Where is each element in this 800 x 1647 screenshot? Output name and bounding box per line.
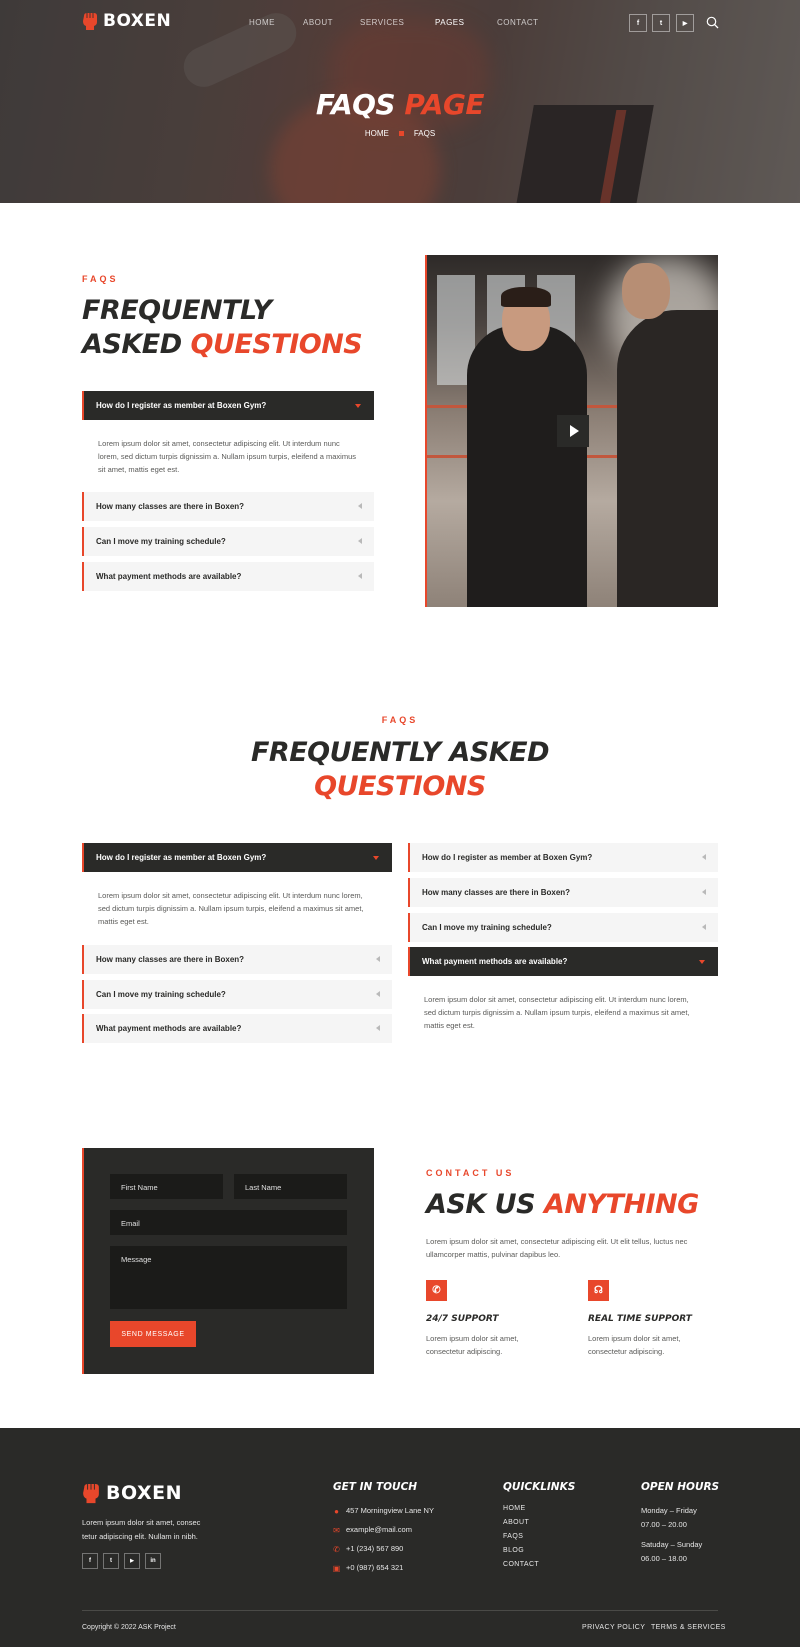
contact-intro: Lorem ipsum dolor sit amet, consectetur adipiscing elit. Ut elit tellus, luctus nec ullamcorper mattis, pulvinar dapibus leo. <box>426 1237 688 1259</box>
nav-pages[interactable]: PAGES <box>435 18 465 27</box>
faq-question-text: How do I register as member at Boxen Gym? <box>422 853 593 862</box>
faq-question-payment[interactable] <box>82 562 374 591</box>
footer-divider <box>82 1610 718 1611</box>
hours-time: 06.00 – 18.00 <box>641 1554 687 1563</box>
faq-answer: Lorem ipsum dolor sit amet, consectetur adipiscing elit. Ut interdum nunc lorem, sed dictum turpis dignissim a. Nullam ipsum turpis, eleifend a maximus sit amet, mattis eget est. <box>98 891 364 926</box>
message-field[interactable]: Message <box>110 1246 347 1309</box>
faq-title-accent: QUESTIONS <box>314 771 486 802</box>
hours-days: Satuday – Sunday <box>641 1540 703 1549</box>
faq-eyebrow: FAQS <box>381 715 419 725</box>
footer-link-faqs[interactable]: FAQS <box>503 1533 524 1540</box>
nav-about[interactable]: ABOUT <box>303 18 334 27</box>
footer-link-blog[interactable]: BLOG <box>503 1547 525 1554</box>
faq-question-register[interactable] <box>82 843 392 872</box>
mail-icon: ✉ <box>333 1526 340 1535</box>
faq-question-text: What payment methods are available? <box>422 957 568 966</box>
support-text: Lorem ipsum dolor sit amet, consectetur adipiscing. <box>426 1334 519 1356</box>
privacy-policy-link[interactable]: PRIVACY POLICY <box>582 1624 646 1631</box>
trainee-hair <box>501 287 551 307</box>
hours-time: 07.00 – 20.00 <box>641 1520 687 1529</box>
footer-address: 457 Morningview Lane NY <box>346 1506 434 1515</box>
faq-question-register[interactable] <box>82 391 374 420</box>
support-title: 24/7 SUPPORT <box>426 1314 499 1324</box>
footer-logo[interactable] <box>82 1481 182 1505</box>
nav-contact[interactable]: CONTACT <box>497 18 539 27</box>
faq-question-payment[interactable] <box>408 947 718 976</box>
facebook-icon[interactable]: f <box>629 14 647 32</box>
last-name-field[interactable]: Last Name <box>234 1174 347 1199</box>
faq-question-text: What payment methods are available? <box>96 572 242 581</box>
faq-question-text: Can I move my training schedule? <box>96 537 226 546</box>
contact-eyebrow: CONTACT US <box>426 1168 515 1178</box>
faq-eyebrow: FAQS <box>82 274 119 284</box>
caret-down-icon <box>355 404 361 408</box>
trainer-head <box>622 263 670 319</box>
page-title-accent: PAGE <box>404 88 485 121</box>
play-button[interactable] <box>557 415 589 447</box>
facebook-icon[interactable]: f <box>82 1553 98 1569</box>
caret-left-icon <box>702 889 706 895</box>
support-text: Lorem ipsum dolor sit amet, consectetur adipiscing. <box>588 1334 681 1356</box>
search-icon[interactable] <box>706 16 719 29</box>
first-name-field[interactable]: First Name <box>110 1174 223 1199</box>
footer-brand-name: BOXEN <box>106 1482 182 1504</box>
youtube-icon[interactable]: ▶ <box>676 14 694 32</box>
fist-logo-icon <box>82 11 98 31</box>
faq-title-line1: FREQUENTLY ASKED <box>250 737 550 768</box>
faq-question-text: How many classes are there in Boxen? <box>96 502 245 511</box>
breadcrumb-home[interactable]: HOME <box>364 129 389 138</box>
faq-title-accent: QUESTIONS <box>190 329 363 360</box>
faq-answer: Lorem ipsum dolor sit amet, consectetur adipiscing elit. Ut interdum nunc lorem, sed dictum turpis dignissim a. Nullam ipsum turpis, eleifend a maximus sit amet, mattis eget est. <box>98 439 357 474</box>
contact-title-main: ASK US <box>426 1189 544 1220</box>
faq-section-title <box>82 294 402 362</box>
footer-hours-title: OPEN HOURS <box>641 1481 720 1493</box>
fax-icon: ▣ <box>332 1564 341 1573</box>
faq-title-line1: FREQUENTLY <box>82 295 272 326</box>
fist-logo-icon <box>82 1481 100 1505</box>
footer-link-about[interactable]: ABOUT <box>503 1519 530 1526</box>
email-field[interactable]: Email <box>110 1210 347 1235</box>
contact-title-accent: ANYTHING <box>543 1189 699 1220</box>
faq-question-schedule[interactable] <box>82 527 374 556</box>
faq-question-text: Can I move my training schedule? <box>422 923 552 932</box>
contact-title <box>426 1188 726 1222</box>
faq-question-text: How many classes are there in Boxen? <box>96 955 245 964</box>
nav-services[interactable]: SERVICES <box>360 18 405 27</box>
phone-icon: ✆ <box>426 1280 447 1301</box>
header-logo[interactable] <box>82 11 171 31</box>
caret-down-icon <box>373 856 379 860</box>
footer-link-home[interactable]: HOME <box>503 1505 526 1512</box>
headset-icon: ☊ <box>588 1280 609 1301</box>
trainer-figure <box>617 310 718 607</box>
support-title: REAL TIME SUPPORT <box>588 1314 692 1324</box>
caret-left-icon <box>358 503 362 509</box>
trainee-figure <box>467 325 587 607</box>
contact-form <box>82 1148 374 1374</box>
faq-question-classes[interactable] <box>408 878 718 907</box>
location-icon: ● <box>334 1507 339 1516</box>
faq-question-text: What payment methods are available? <box>96 1024 242 1033</box>
brand-name: BOXEN <box>103 11 172 31</box>
phone-icon: ✆ <box>333 1545 340 1554</box>
play-icon <box>570 425 579 437</box>
caret-left-icon <box>376 991 380 997</box>
training-video-thumbnail[interactable] <box>425 255 718 607</box>
nav-home[interactable]: HOME <box>249 18 275 27</box>
caret-left-icon <box>376 1025 380 1031</box>
faq-question-text: How do I register as member at Boxen Gym? <box>96 401 267 410</box>
faq-question-text: How do I register as member at Boxen Gym? <box>96 853 267 862</box>
breadcrumb-current: FAQS <box>413 129 436 138</box>
hours-days: Monday – Friday <box>641 1506 697 1515</box>
send-message-button[interactable]: SEND MESSAGE <box>110 1321 196 1347</box>
faq-question-schedule[interactable] <box>408 913 718 942</box>
faq-question-text: Can I move my training schedule? <box>96 990 226 999</box>
faq-question-classes[interactable] <box>82 492 374 521</box>
linkedin-icon[interactable]: in <box>145 1553 161 1569</box>
copyright: Copyright © 2022 ASK Project <box>82 1624 176 1631</box>
caret-left-icon <box>702 924 706 930</box>
twitter-icon[interactable]: t <box>652 14 670 32</box>
footer-phone[interactable]: +1 (234) 567 890 <box>346 1544 404 1553</box>
caret-left-icon <box>376 956 380 962</box>
footer-link-contact[interactable]: CONTACT <box>503 1561 540 1568</box>
caret-down-icon <box>699 960 705 964</box>
faq-answer: Lorem ipsum dolor sit amet, consectetur adipiscing elit. Ut interdum nunc lorem, sed dictum turpis dignissim a. Nullam ipsum turpis, eleifend a maximus sit amet, mattis eget est. <box>424 995 690 1030</box>
caret-left-icon <box>358 538 362 544</box>
faq-question-payment[interactable] <box>82 1014 392 1043</box>
faq-question-register[interactable] <box>408 843 718 872</box>
youtube-icon[interactable]: ▶ <box>124 1553 140 1569</box>
page-title <box>0 88 800 121</box>
faq-question-schedule[interactable] <box>82 980 392 1009</box>
footer-quicklinks-title: QUICKLINKS <box>503 1481 576 1493</box>
page-title-main: FAQS <box>315 88 405 121</box>
faq-section-title <box>0 736 800 804</box>
faq-title-line2: ASKED <box>82 329 191 360</box>
caret-left-icon <box>702 854 706 860</box>
breadcrumb <box>0 129 800 138</box>
breadcrumb-separator <box>399 131 404 136</box>
footer-about: Lorem ipsum dolor sit amet, consec tetur adipiscing elit. Nullam in nibh. <box>82 1518 201 1541</box>
caret-left-icon <box>358 573 362 579</box>
footer-email[interactable]: example@mail.com <box>346 1525 412 1534</box>
footer-touch-title: GET IN TOUCH <box>333 1481 418 1493</box>
faq-question-text: How many classes are there in Boxen? <box>422 888 571 897</box>
twitter-icon[interactable]: t <box>103 1553 119 1569</box>
faq-question-classes[interactable] <box>82 945 392 974</box>
footer-fax: +0 (987) 654 321 <box>346 1563 404 1572</box>
terms-link[interactable]: TERMS & SERVICES <box>651 1624 726 1631</box>
